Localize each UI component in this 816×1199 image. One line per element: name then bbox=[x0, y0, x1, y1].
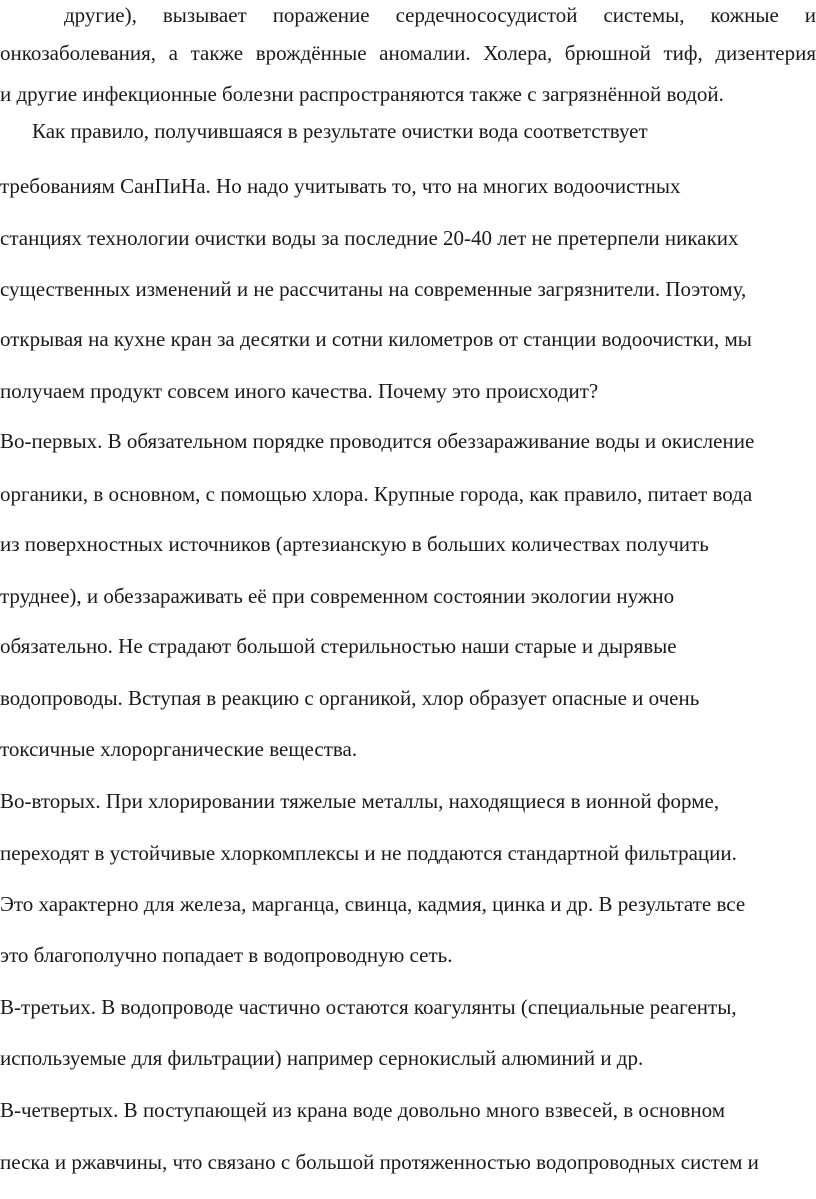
text-line-7: существенных изменений и не рассчитаны на современные загрязнители. Поэтому, bbox=[0, 277, 747, 301]
text-line-24: песка и ржавчины, что связано с большой протяженностью водопроводных систем и bbox=[0, 1150, 759, 1174]
text-line-10: Во-первых. В обязательном порядке проводится обеззараживание воды и окисление bbox=[0, 429, 755, 453]
text-line-17: Во-вторых. При хлорировании тяжелые металлы, находящиеся в ионной форме, bbox=[0, 789, 720, 813]
text-line-1: другие), вызывает поражение сердечнососудистой системы, кожные и bbox=[64, 3, 816, 27]
text-line-16: токсичные хлорорганические вещества. bbox=[0, 737, 358, 761]
text-line-15: водопроводы. Вступая в реакцию с органикой, хлор образует опасные и очень bbox=[0, 686, 700, 710]
text-line-20: это благополучно попадает в водопроводную сеть. bbox=[0, 943, 453, 967]
text-line-13: труднее), и обеззараживать её при современном состоянии экологии нужно bbox=[0, 584, 675, 608]
text-line-19: Это характерно для железа, марганца, свинца, кадмия, цинка и др. В результате все bbox=[0, 892, 746, 916]
text-line-12: из поверхностных источников (артезианскую в больших количествах получить bbox=[0, 532, 709, 556]
text-line-2: онкозаболевания, а также врождённые аномалии. Холера, брюшной тиф, дизентерия bbox=[0, 41, 816, 65]
text-line-9: получаем продукт совсем иного качества. Почему это происходит? bbox=[0, 379, 599, 403]
text-line-18: переходят в устойчивые хлоркомплексы и не поддаются стандартной фильтрации. bbox=[0, 841, 737, 865]
text-line-5: требованиям СанПиНа. Но надо учитывать то, что на многих водоочистных bbox=[0, 174, 681, 198]
text-line-11: органики, в основном, с помощью хлора. Крупные города, как правило, питает вода bbox=[0, 482, 753, 506]
text-line-3: и другие инфекционные болезни распространяются также с загрязнённой водой. bbox=[0, 82, 724, 106]
text-line-4: Как правило, получившаяся в результате очистки вода соответствует bbox=[32, 119, 648, 143]
text-line-23: В-четвертых. В поступающей из крана воде довольно много взвесей, в основном bbox=[0, 1098, 726, 1122]
text-line-22: используемые для фильтрации) например сернокислый алюминий и др. bbox=[0, 1046, 644, 1070]
text-line-8: открывая на кухне кран за десятки и сотни километров от станции водоочистки, мы bbox=[0, 327, 752, 351]
text-line-14: обязательно. Не страдают большой стерильностью наши старые и дырявые bbox=[0, 634, 677, 658]
text-line-21: В-третьих. В водопроводе частично остаются коагулянты (специальные реагенты, bbox=[0, 995, 737, 1019]
text-line-6: станциях технологии очистки воды за последние 20-40 лет не претерпели никаких bbox=[0, 226, 739, 250]
